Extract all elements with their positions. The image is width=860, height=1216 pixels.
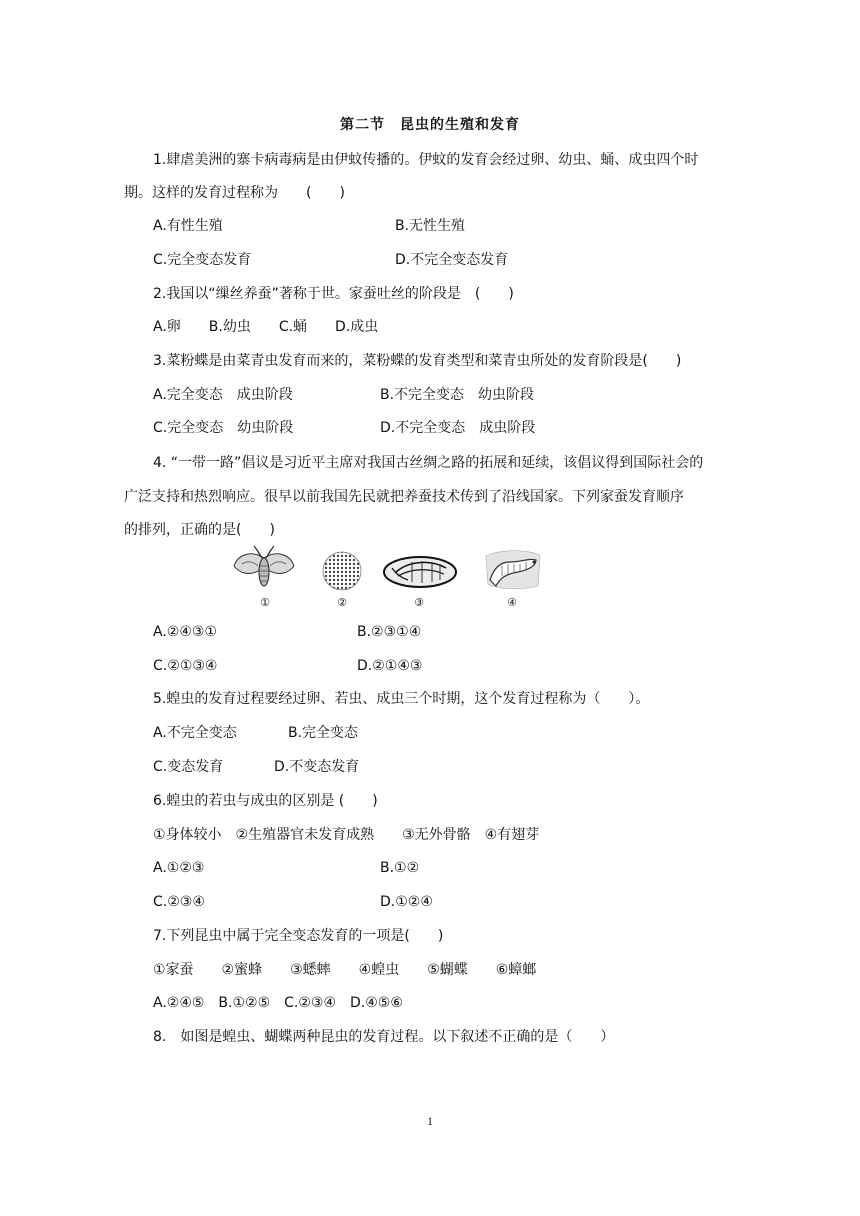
q5-option-c: C.变态发育	[153, 759, 224, 775]
q6-option-c: C.②③④	[153, 894, 205, 910]
silkworm-stages-figure	[232, 544, 552, 612]
q8-stem: 8. 如图是蝗虫、蝴蝶两种昆虫的发育过程。以下叙述不正确的是（ ）	[153, 1029, 615, 1045]
q3-option-a: A.完全变态 成虫阶段	[153, 387, 293, 403]
q1-stem-line2: 期。这样的发育过程称为 ( )	[124, 185, 345, 201]
q4-stem-line1: 4. “一带一路”倡议是习近平主席对我国古丝绸之路的拓展和延续，该倡议得到国际社会的	[153, 455, 704, 471]
q1-option-b: B.无性生殖	[395, 218, 466, 234]
q2-stem: 2.我国以“缫丝养蚕”著称于世。家蚕吐丝的阶段是 ( )	[153, 286, 514, 302]
q6-stem: 6.蝗虫的若虫与成虫的区别是 ( )	[153, 793, 378, 809]
page-title: 第二节 昆虫的生殖和发育	[340, 117, 520, 133]
q6-option-a: A.①②③	[153, 860, 205, 876]
silkmoth-adult-icon	[232, 544, 296, 592]
q5-stem: 5.蝗虫的发育过程要经过卵、若虫、成虫三个时期，这个发育过程称为（ ）。	[153, 691, 650, 707]
q4-option-b: B.②③①④	[357, 624, 422, 640]
q5-option-a: A.不完全变态	[153, 725, 237, 741]
q1-stem-line1: 1.肆虐美洲的寨卡病毒病是由伊蚊传播的。伊蚊的发育会经过卵、幼虫、蛹、成虫四个时	[153, 152, 699, 168]
q4-option-d: D.②①④③	[357, 658, 423, 674]
page-number: 1	[427, 1114, 433, 1128]
q3-option-d: D.不完全变态 成虫阶段	[380, 420, 536, 436]
q1-option-a: A.有性生殖	[153, 218, 223, 234]
silkworm-larva-icon	[482, 546, 542, 592]
silkworm-pupa-icon	[382, 554, 458, 590]
q5-option-d: D.不变态发育	[274, 759, 360, 775]
q3-option-c: C.完全变态 幼虫阶段	[153, 420, 294, 436]
q4-stem-line2: 广泛支持和热烈响应。很早以前我国先民就把养蚕技术传到了沿线国家。下列家蚕发育顺序	[124, 489, 684, 505]
q5-option-b: B.完全变态	[288, 725, 359, 741]
q6-items: ①身体较小 ②生殖器官未发育成熟 ③无外骨骼 ④有翅芽	[153, 827, 540, 843]
silkworm-eggs-icon	[320, 550, 364, 592]
q4-stem-line3: 的排列，正确的是( )	[124, 522, 275, 538]
figure-label-1: ①	[260, 596, 270, 609]
q3-option-b: B.不完全变态 幼虫阶段	[380, 387, 535, 403]
q6-option-b: B.①②	[380, 860, 420, 876]
figure-label-4: ④	[507, 596, 517, 609]
q7-options: A.②④⑤ B.①②⑤ C.②③④ D.④⑤⑥	[153, 995, 403, 1011]
q2-options: A.卵 B.幼虫 C.蛹 D.成虫	[153, 319, 379, 335]
q3-stem: 3.菜粉蝶是由菜青虫发育而来的，菜粉蝶的发育类型和菜青虫所处的发育阶段是( )	[153, 353, 682, 369]
q6-option-d: D.①②④	[380, 894, 433, 910]
figure-label-3: ③	[414, 596, 424, 609]
q1-option-c: C.完全变态发育	[153, 252, 252, 268]
q4-option-a: A.②④③①	[153, 624, 217, 640]
q4-option-c: C.②①③④	[153, 658, 218, 674]
q1-option-d: D.不完全变态发育	[395, 252, 509, 268]
q7-stem: 7.下列昆虫中属于完全变态发育的一项是( )	[153, 928, 444, 944]
figure-label-2: ②	[337, 596, 347, 609]
q7-items: ①家蚕 ②蜜蜂 ③蟋蟀 ④蝗虫 ⑤蝴蝶 ⑥蟑螂	[153, 962, 537, 978]
